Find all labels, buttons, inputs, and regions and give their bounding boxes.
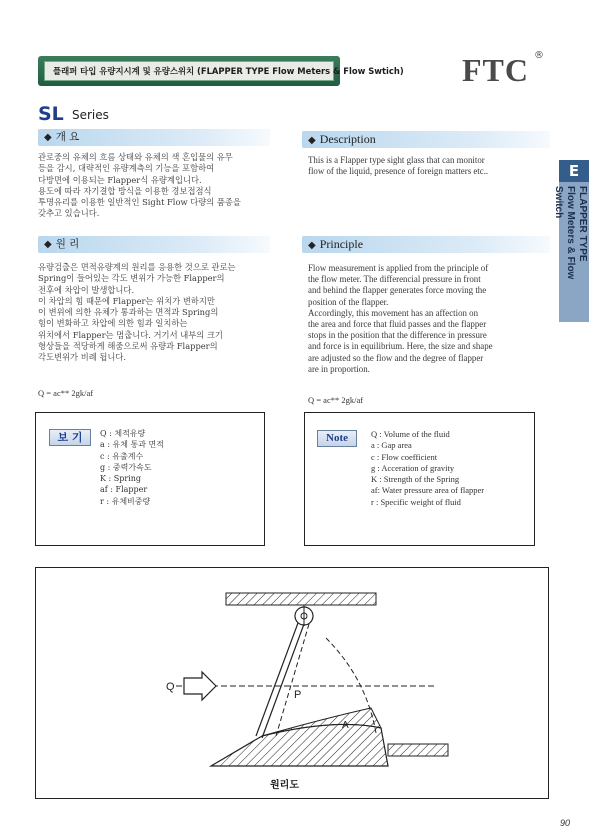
legend-lines-ko: Q : 체적유량 a : 유체 통과 면적 c : 유출계수 g : 중력가속도 K : Spring af : Flapper r : 유체비중량 [100,429,165,506]
label-q: Q [166,681,175,693]
principle-heading-en [302,236,550,253]
overview-text-ko: 관로중의 유체의 흐름 상태와 유체의 색 혼입물의 유무 등을 감시, 대략적인 유량계측의 기능을 포함하여 다방면에 이용되는 Flapper식 유량계입니다. 용도에 따라 자기결합 방식을 이용한 경보접점식 투명유리를 이용한 일반적인 Sight Flow 다량의 품종을 갖추고 있습니다. [38,152,241,219]
diamond-icon: ◆ [308,240,316,251]
diamond-icon: ◆ [308,135,316,146]
series-word: Series [72,108,109,122]
overview-title-ko: 개 요 [55,131,80,143]
top-plate [226,593,376,605]
principle-title-en: Principle [319,237,364,251]
label-a: A [342,720,349,731]
label-p: P [294,689,302,701]
principle-title-ko: 원 리 [55,238,80,250]
title-banner-text: 플래퍼 타입 유량지시계 및 유량스위치 (FLAPPER TYPE Flow Meters & Flow Swtich) [44,61,334,81]
diamond-icon: ◆ [44,132,52,143]
formula-ko: Q = ac** 2gk/af [38,388,94,398]
title-banner [38,56,404,86]
principle-text-en: Flow measurement is applied from the principle of the flow meter. The differencial pressure in front and behind the flapper generates force moving the position of the flapper. Accordingly, this movement has an affection on the area and force that fluid passes and the flapper stops in the position that the difference in pressure and force is in equilibrium. Here, the size and shape are adjusted so the flow and the degree of flapper are in proportion. [308,263,493,374]
overview-text-en: This is a Flapper type sight glass that can monitor flow of the liquid, presence of foreign matters etc.. [308,155,489,177]
principle-text-ko: 유량검출은 면적유량계의 원리를 응용한 것으로 관로는 Spring이 들어있는 각도 변위가 가능한 Flapper의 전후에 차압이 발생합니다. 이 차압의 힘 때문에 Flapper는 위치가 변하지만 이 변위에 의한 유체가 통과하는 면적과 Spring의 힘이 변화하고 차압에 의한 힘과 일치하는 위치에서 Flapper는 멈춥니다. 거기서 내부의 크기 형상들을 적당하게 해줌으로써 유량과 Flapper의 각도변위가 비례 됩니다. [38,262,236,363]
legend-box-en [304,412,535,546]
side-tab-letter: E [559,160,589,182]
diamond-icon: ◆ [44,239,52,250]
registered-mark: ® [534,50,544,61]
legend-tag-en: Note [317,430,357,447]
flapper-arm [262,624,304,738]
principle-diagram-svg [36,568,548,798]
series-code: SL [38,103,64,125]
ftc-logo: FTC [462,52,529,88]
legend-tag-ko: 보 기 [49,429,91,446]
legend-box-ko [35,412,265,546]
diagram-caption: 원리도 [270,780,299,791]
flow-arrow-icon [184,672,216,700]
principle-heading-ko [38,236,270,253]
bottom-wedge [211,724,388,766]
principle-diagram [35,567,549,799]
side-tab-text: FLAPPER TYPE Flow Meters & Flow Switch [553,186,588,280]
legend-lines-en: Q : Volume of the fluid a : Gap area c : Flow coefficient g : Acceration of gravity K : Strength of the Spring af: Water pressure area of flapper r : Specific weight of fluid [371,429,485,507]
page-number: 90 [560,818,571,828]
formula-en: Q = ac** 2gk/af [308,395,364,405]
overview-heading-ko [38,129,270,146]
right-plate [388,744,448,756]
overview-heading-en [302,131,550,148]
overview-title-en: Description [319,132,376,146]
